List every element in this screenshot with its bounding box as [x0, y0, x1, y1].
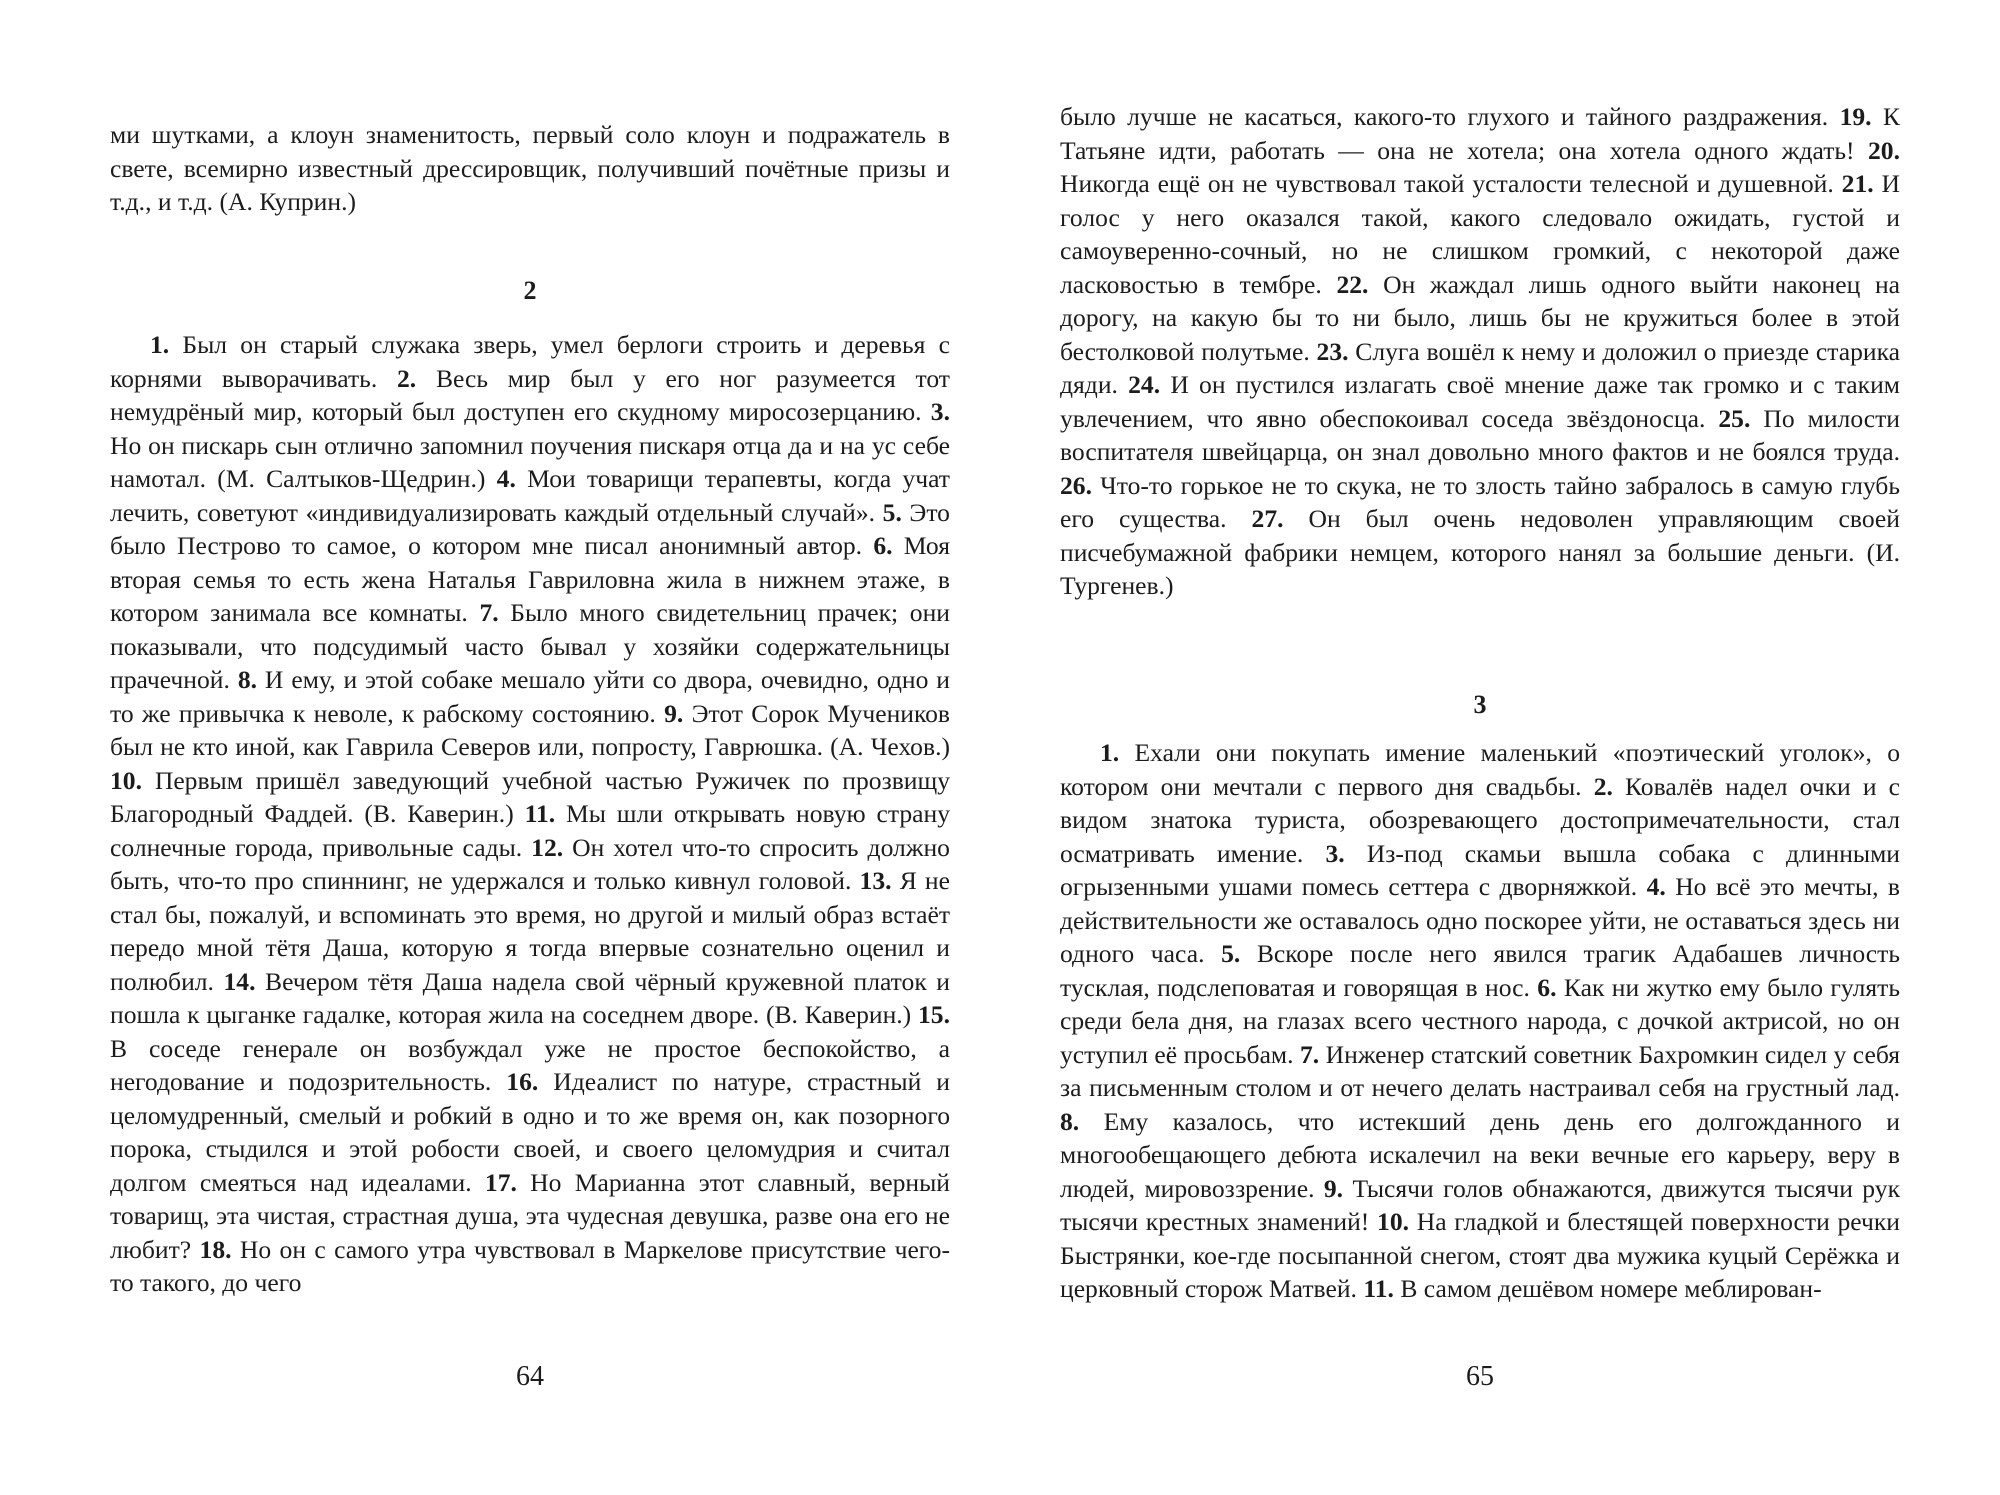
right-a-sentence-text: И голос у него оказался такой, какого следовало ожидать, густой и самоуверенно-сочный, но не слишком громкий, с некоторой даже ласковостью в тембре.: [1060, 169, 1900, 299]
right-b-sentence-text: В самом дешёвом номере меблирован-: [1393, 1274, 1822, 1303]
left-exercise-paragraph: [110, 328, 950, 1300]
right-a-sentence-number: 27.: [1251, 504, 1284, 533]
left-sentence-text: Но он пискарь сын отлично запомнил поучения пискаря отца да и на ус себе намотал. (М. Салтыков-Щедрин.): [110, 430, 950, 493]
right-a-sentence-text: И он пустился излагать своё мнение даже так громко и с таким увлечением, что явно обеспокоивал соседа звёздоносца.: [1060, 370, 1900, 433]
right-b-sentence-text: Ему казалось, что истекший день день его долгожданного и многообещающего дебюта искалечил на веки вечные его карьеру, веру в людей, мировоззрение.: [1060, 1106, 1900, 1203]
right-page: [1060, 0, 1900, 1495]
left-sentence-number: 8.: [237, 665, 258, 694]
right-b-sentence-number: 8.: [1060, 1106, 1080, 1136]
left-sentence-number: 5.: [882, 497, 902, 527]
right-b-sentence-number: 3.: [1325, 838, 1345, 868]
left-sentence-text: Но Марианна этот славный, верный товарищ, эта чистая, страстная душа, эта чудесная девушка, разве она его не любит?: [110, 1167, 950, 1264]
right-b-sentence-text: Ехали они покупать имение маленький «поэтический уголок», о котором они мечтали с первого дня свадьбы.: [1060, 738, 1900, 801]
right-b-sentence-number: 1.: [1100, 738, 1120, 767]
right-b-sentence-number: 10.: [1377, 1207, 1410, 1236]
right-a-sentence-number: 23.: [1316, 336, 1349, 366]
left-sentence-text: И ему, и этой собаке мешало уйти со двора, очевидно, одно и то же привычка к неволе, к рабскому состоянию.: [110, 665, 950, 728]
left-sentence-number: 9.: [664, 698, 684, 728]
left-sentence-text: Этот Сорок Мучеников был не кто иной, как Гаврила Северов или, попросту, Гаврюшка. (А. Чехов.): [110, 698, 950, 761]
right-b-sentence: [1363, 1274, 1821, 1303]
right-a-sentence-number: 25.: [1718, 403, 1751, 433]
right-b-sentence-text: Вскоре после него явился трагик Адабашев личность тусклая, подслеповатая и говорящая в нос.: [1060, 939, 1900, 1002]
left-sentence-text: Вечером тётя Даша надела свой чёрный кружевной платок и пошла к цыганке гадалке, которая жила на соседнем дворе. (В. Каверин.): [110, 966, 950, 1029]
left-sentence-text: Он хотел что-то спросить должно быть, что-то про спиннинг, не удержался и только кивнул головой.: [110, 832, 950, 895]
right-b-sentence-number: 6.: [1537, 972, 1557, 1002]
left-page: [110, 0, 950, 1495]
left-sentence-number: 14.: [223, 966, 256, 996]
right-a-sentence-text: Никогда ещё он не чувствовал такой усталости телесной и душевной.: [1060, 169, 1842, 198]
right-a-sentence-text: По милости воспитателя швейцарца, он знал довольно много фактов и не боялся труда.: [1060, 403, 1900, 466]
left-sentence-text: В соседе генерале он возбуждал уже не простое беспокойство, а негодование и подозрительность.: [110, 1033, 950, 1096]
left-sentence-number: 17.: [484, 1167, 517, 1197]
left-sentence-text: Мои товарищи терапевты, когда учат лечить, советуют «индивидуализировать каждый отдельный случай».: [110, 464, 950, 527]
right-b-sentence-number: 9.: [1323, 1173, 1344, 1203]
left-sentence-number: 4.: [496, 464, 516, 493]
page-number-right: 65: [1466, 1361, 1494, 1392]
right-continuation-block: [1060, 100, 1900, 603]
left-sentence-text: Было много свидетельниц прачек; они показывали, что подсудимый часто бывал у хозяйки содержательницы прачечной.: [110, 598, 950, 694]
left-sentence-text: Но он с самого утра чувствовал в Маркелове присутствие чего-то такого, до чего: [110, 1234, 950, 1297]
left-sentence-text: Был он старый служака зверь, умел берлоги строить и деревья с корнями выворачивать.: [110, 330, 950, 393]
right-b-sentence-text: Ковалёв надел очки и с видом знатока туриста, обозревающего достопримечательности, стал осматривать имение.: [1060, 771, 1900, 868]
left-sentence-text: Мы шли открывать новую страну солнечные города, привольные сады.: [110, 799, 950, 862]
left-sentence-number: 18.: [199, 1234, 232, 1264]
right-a-sentence-number: 24.: [1128, 370, 1161, 399]
left-sentence-number: 7.: [479, 598, 499, 627]
left-sentence-number: 12.: [531, 832, 564, 862]
right-a-sentence-text: Он жаждал лишь одного выйти наконец на дорогу, на какую бы то ни было, лишь бы не кружиться более в этой бестолковой полутьме.: [1060, 269, 1901, 366]
right-a-sentence-text: Слуга вошёл к нему и доложил о приезде старика дяди.: [1060, 336, 1900, 399]
page-number-left: 64: [516, 1361, 544, 1392]
right-a-sentence-text: Что-то горькое не то скука, не то злость тайно забралось в самую глубь его существа.: [1060, 470, 1900, 533]
left-exercise-block: [110, 328, 950, 1300]
right-b-sentence-number: 7.: [1299, 1039, 1320, 1069]
right-a-sentence-text: К Татьяне идти, работать — она не хотела; она хотела одного ждать!: [1060, 102, 1900, 165]
right-b-sentence-text: Тысячи голов обнажаются, движутся тысячи рук тысячи крестных знамений!: [1060, 1173, 1901, 1236]
left-sentence: [110, 1235, 950, 1298]
left-sentence-number: 1.: [150, 330, 170, 359]
left-sentence-number: 15.: [918, 1000, 950, 1029]
left-sentence-number: 11.: [524, 799, 556, 828]
left-intro-paragraph: ми шутками, а клоун знаменитость, первый соло клоун и подражатель в свете, всемирно известный дрессировщик, получивший почётные призы и т.д., и т.д. (А. Куприн.): [110, 120, 950, 216]
left-sentence-text: Идеалист по натуре, страстный и целомудренный, смелый и робкий в одно и то же время он, как позорного порока, стыдился и этой робости своей, и своего целомудрия и считал долгом смеяться над идеалами.: [110, 1067, 950, 1197]
section-number-3: 3: [1473, 690, 1487, 719]
left-sentence-text: Моя вторая семья то есть жена Наталья Гавриловна жила в нижнем этаже, в котором занимала все комнаты.: [110, 531, 950, 627]
left-sentence-number: 10.: [110, 765, 142, 795]
right-a-sentence-number: 26.: [1060, 470, 1092, 500]
right-b-sentence-text: Инженер статский советник Бахромкин сидел у себя за письменным столом и от нечего делать настраивал себя на грустный лад.: [1060, 1039, 1900, 1102]
right-a-sentence-text: Он был очень недоволен управляющим своей писчебумажной фабрики немцем, которого нанял за большие деньги. (И. Тургенев.): [1060, 504, 1900, 600]
right-b-sentence-number: 4.: [1646, 872, 1666, 901]
right-b-sentence-text: Но всё это мечты, в действительности же оставалось одно поскорее уйти, не оставаться здесь ни одного часа.: [1060, 872, 1900, 968]
section-number-2: 2: [523, 276, 537, 305]
right-a-sentence-number: 22.: [1336, 269, 1369, 299]
left-sentence-text: Первым пришёл заведующий учебной частью Ружичек по прозвищу Благородный Фаддей. (В. Каверин.): [110, 765, 950, 828]
right-continuation-paragraph: [1060, 100, 1900, 603]
right-b-sentence-number: 11.: [1363, 1274, 1394, 1303]
left-sentence-text: Я не стал бы, пожалуй, и вспоминать это время, но другой и милый образ встаёт передо мной тётя Даша, которую я тогда впервые сознательно оценил и полюбил.: [110, 866, 950, 996]
left-sentence-text: Весь мир был у его ног разумеется тот немудрёный мир, который был доступен его скудному миросозерцанию.: [110, 363, 950, 426]
right-a-sentence-number: 21.: [1841, 169, 1874, 198]
left-intro-block: [110, 118, 950, 219]
right-exercise-paragraph: [1060, 736, 1900, 1306]
continuation-text: было лучше не касаться, какого-то глухого и тайного раздражения.: [1060, 102, 1840, 131]
right-a-sentence-number: 19.: [1839, 102, 1872, 131]
left-sentence-number: 13.: [859, 866, 892, 895]
left-sentence-number: 3.: [930, 397, 950, 426]
right-exercise-block: [1060, 736, 1900, 1306]
right-b-sentence-text: Как ни жутко ему было гулять среди бела дня, на глазах всего честного народа, с дочкой актрисой, но он уступил её просьбам.: [1060, 972, 1900, 1069]
right-b-sentence-number: 5.: [1221, 939, 1241, 968]
right-b-sentence-text: Из-под скамьи вышла собака с длинными огрызенными ушами помесь сеттера с дворняжкой.: [1060, 838, 1900, 901]
left-sentence-number: 6.: [873, 531, 893, 560]
left-sentence-text: Это было Пестрово то самое, о котором мне писал анонимный автор.: [110, 497, 950, 560]
right-b-sentence-number: 2.: [1593, 771, 1613, 801]
left-sentence-number: 16.: [506, 1067, 539, 1096]
left-sentence: [110, 967, 950, 1030]
right-a-sentence-number: 20.: [1868, 135, 1900, 165]
right-b-sentence-text: На гладкой и блестящей поверхности речки Быстрянки, кое-где посыпанной снегом, стоят два мужика куцый Серёжка и церковный сторож Матвей.: [1060, 1207, 1900, 1303]
left-sentence-number: 2.: [396, 363, 417, 393]
